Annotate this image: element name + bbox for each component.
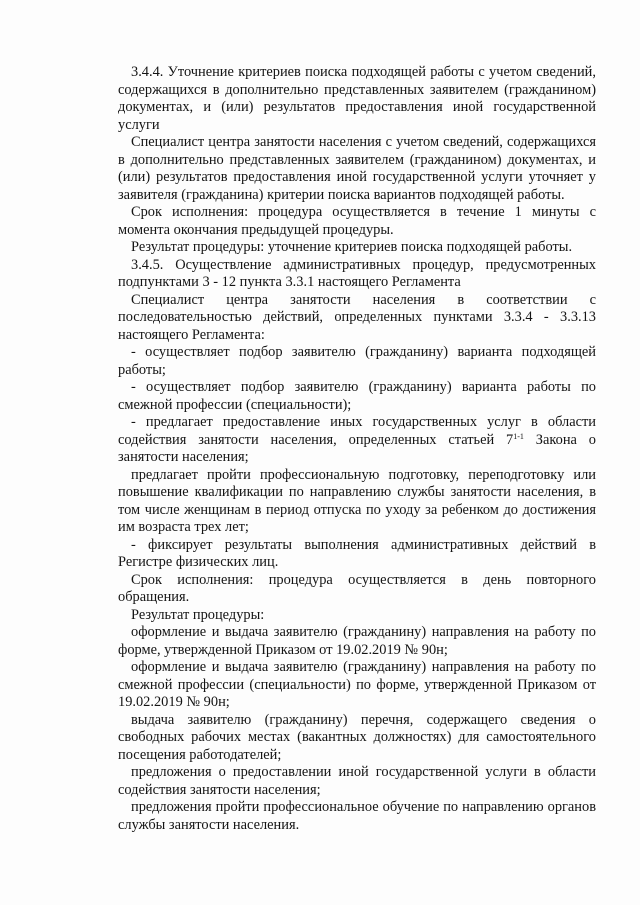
result-item-other-service-offer: предложения о предоставлении иной государственной услуги в области содействия занятости населения;	[118, 764, 596, 798]
paragraph-specialist-actions: Специалист центра занятости населения в соответствии с последовательностью действий, определенных пунктами 3.3.4 - 3.3.13 настоящего Регламента:	[118, 291, 596, 343]
result-item-referral-related: оформление и выдача заявителю (гражданину) направления на работу по смежной профессии (специальности) по форме, утвержденной Приказом от 19.02.2019 № 90н;	[118, 659, 596, 710]
list-item-select-vacancy: - осуществляет подбор заявителю (гражданину) варианта подходящей работы;	[118, 344, 596, 378]
list-item-other-services-text: - предлагает предоставление иных государственных услуг в области содействия занятости населения, определенных статьей 7	[118, 414, 596, 448]
result-item-referral: оформление и выдача заявителю (гражданину) направления на работу по форме, утвержденной Приказом от 19.02.2019 № 90н;	[118, 624, 596, 658]
list-item-register-record: - фиксирует результаты выполнения административных действий в Регистре физических лиц.	[118, 536, 596, 570]
paragraph-deadline-1: Срок исполнения: процедура осуществляется в течение 1 минуты с момента окончания предыдущей процедуры.	[118, 204, 596, 238]
paragraph-result-2-heading: Результат процедуры:	[131, 606, 265, 623]
paragraph-specialist-clarifies: Специалист центра занятости населения с учетом сведений, содержащихся в дополнительно представленных заявителем (гражданином) документах, и (или) результатов предоставления иной государственной услуги уточняет у заявителя (гражданина) критерии поиска вариантов подходящей работы.	[118, 134, 596, 203]
list-item-training-offer: предлагает пройти профессиональную подготовку, переподготовку или повышение квалификации по направлению службы занятости населения, в том числе женщинам в период отпуска по уходу за ребенком до достижения им возраста трех лет;	[118, 466, 596, 535]
list-item-other-services-tail: Закона о занятости населения;	[118, 431, 596, 465]
paragraph-3-4-5-heading: 3.4.5. Осуществление административных процедур, предусмотренных подпунктами 3 - 12 пункта 3.3.1 настоящего Регламента	[118, 256, 596, 290]
list-item-related-profession: - осуществляет подбор заявителю (гражданину) варианта работы по смежной профессии (специальности);	[118, 379, 596, 413]
document-body	[118, 64, 596, 834]
list-item-other-services	[118, 414, 596, 467]
article-superscript: 1-1	[513, 431, 524, 441]
paragraph-deadline-2: Срок исполнения: процедура осуществляется в день повторного обращения.	[118, 571, 596, 605]
paragraph-3-4-4-heading: 3.4.4. Уточнение критериев поиска подходящей работы с учетом сведений, содержащихся в дополнительно представленных заявителем (гражданином) документах, и (или) результатов предоставления иной государственной услуги	[118, 64, 596, 133]
result-item-training-offer: предложения пройти профессиональное обучение по направлению органов службы занятости населения.	[118, 799, 596, 833]
paragraph-result-1: Результат процедуры: уточнение критериев поиска подходящей работы.	[131, 239, 573, 255]
result-item-vacancy-list: выдача заявителю (гражданину) перечня, содержащего сведения о свободных рабочих местах (вакантных должностях) для самостоятельного посещения работодателей;	[118, 711, 596, 763]
